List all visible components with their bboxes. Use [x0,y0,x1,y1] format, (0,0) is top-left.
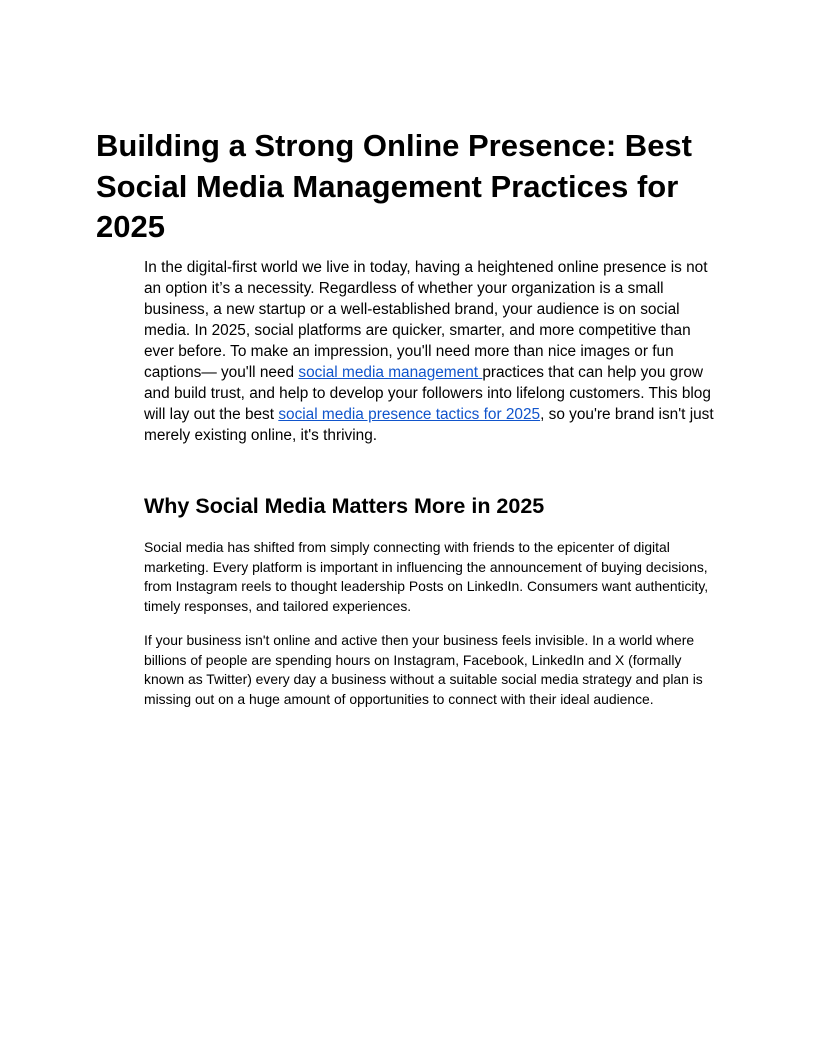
social-media-presence-tactics-link[interactable]: social media presence tactics for 2025 [278,406,541,423]
page-title: Building a Strong Online Presence: Best Social Media Management Practices for 2025 [96,128,692,244]
intro-text-part-3: , so you're brand isn't just merely existing online, it's thriving. [144,406,714,444]
intro-paragraph [144,257,724,446]
section-paragraph-2: If your business isn't online and active then your business feels invisible. In a world where billions of people are spending hours on Instagram, Facebook, LinkedIn and X (formally known as Twitter) every day a business without a suitable social media strategy and plan is missing out on a huge amount of opportunities to connect with their ideal audience. [144,632,703,707]
section-paragraph-1: Social media has shifted from simply connecting with friends to the epicenter of digital marketing. Every platform is important in influencing the announcement of buying decisions, from Instagram reels to thought leadership Posts on LinkedIn. Consumers want authenticity, timely responses, and tailored experiences. [144,539,709,614]
intro-text-part-1: In the digital-first world we live in today, having a heightened online presence is not an option it’s a necessity. Regardless of whether your organization is a small business, a new startup or a well-established brand, your audience is on social media. In 2025, social platforms are quicker, smarter, and more competitive than ever before. To make an impression, you'll need more than nice images or fun captions— you'll need [144,259,708,381]
section-heading: Why Social Media Matters More in 2025 [144,494,545,518]
intro-text-part-2: practices that can help you grow and build trust, and help to develop your followers into lifelong customers. This blog will lay out the best [144,364,711,423]
social-media-management-link[interactable]: social media management [298,364,483,381]
